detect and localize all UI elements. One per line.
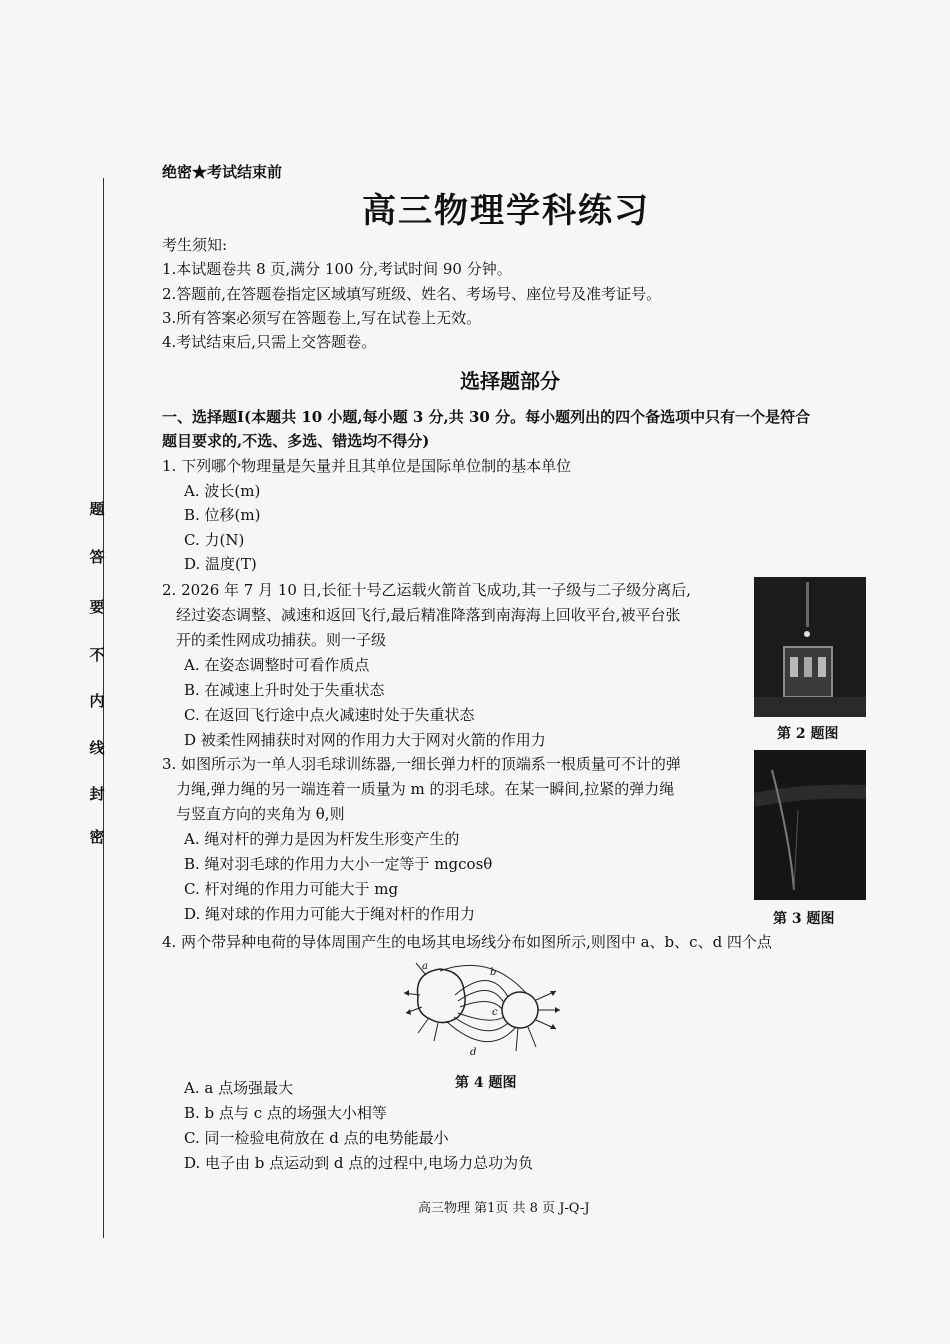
seal-char: 内 [89, 692, 105, 710]
notice-item: 2.答题前,在答题卷指定区域填写班级、姓名、考场号、座位号及准考证号。 [162, 285, 662, 303]
part-instruction: 一、选择题I(本题共 10 小题,每小题 3 分,共 30 分。每小题列出的四个备选项中只有一个是符合 [162, 408, 811, 426]
option: C. 同一检验电荷放在 d 点的电势能最小 [184, 1129, 449, 1147]
field-point-label: c [492, 1007, 498, 1018]
rocket-landing-photo [754, 577, 866, 717]
page-footer: 高三物理 第1页 共 8 页 J-Q-J [418, 1201, 590, 1216]
option: C. 在返回飞行途中点火减速时处于失重状态 [184, 706, 475, 724]
seal-char: 线 [89, 739, 105, 757]
option: A. a 点场强最大 [184, 1079, 294, 1097]
option: C. 力(N) [184, 531, 245, 549]
figure-caption: 第 3 题图 [773, 911, 835, 927]
option: B. b 点与 c 点的场强大小相等 [184, 1104, 387, 1122]
option: A. 波长(m) [184, 482, 261, 500]
option: D. 绳对球的作用力可能大于绳对杆的作用力 [184, 905, 476, 923]
seal-char: 题 [89, 500, 105, 518]
seal-char: 封 [89, 785, 105, 803]
seal-char: 答 [89, 548, 105, 566]
section-title: 选择题部分 [460, 369, 560, 393]
question-stem: 4. 两个带异种电荷的导体周围产生的电场其电场线分布如图所示,则图中 a、b、c、d 四个点 [162, 933, 772, 951]
notice-item: 3.所有答案必须写在答题卷上,写在试卷上无效。 [162, 309, 482, 327]
option: A. 在姿态调整时可看作质点 [184, 656, 370, 674]
option: A. 绳对杆的弹力是因为杆发生形变产生的 [184, 830, 460, 848]
part-instruction: 题目要求的,不选、多选、错选均不得分) [162, 432, 430, 450]
figure-caption: 第 2 题图 [777, 726, 839, 742]
option: B. 在减速上升时处于失重状态 [184, 681, 385, 699]
seal-char: 密 [89, 828, 105, 846]
question-stem: 力绳,弹力绳的另一端连着一质量为 m 的羽毛球。在某一瞬间,拉紧的弹力绳 [176, 780, 675, 798]
field-point-label: b [490, 967, 497, 978]
question-stem: 与竖直方向的夹角为 θ,则 [176, 805, 345, 823]
question-stem: 3. 如图所示为一单人羽毛球训练器,一细长弹力杆的顶端系一根质量可不计的弹 [162, 755, 681, 773]
page-title: 高三物理学科练习 [362, 191, 650, 231]
option: D. 电子由 b 点运动到 d 点的过程中,电场力总功为负 [184, 1154, 534, 1172]
notice-item: 1.本试题卷共 8 页,满分 100 分,考试时间 90 分钟。 [162, 260, 512, 278]
option: D 被柔性网捕获时对网的作用力大于网对火箭的作用力 [184, 731, 546, 749]
option: B. 位移(m) [184, 506, 261, 524]
question-stem: 经过姿态调整、减速和返回飞行,最后精准降落到南海海上回收平台,被平台张 [176, 606, 681, 624]
notice-item: 4.考试结束后,只需上交答题卷。 [162, 333, 377, 351]
question-stem: 1. 下列哪个物理量是矢量并且其单位是国际单位制的基本单位 [162, 457, 572, 475]
notice-heading: 考生须知: [162, 236, 228, 254]
option: D. 温度(T) [184, 555, 257, 573]
badminton-trainer-photo [754, 750, 866, 900]
seal-char: 要 [89, 598, 105, 616]
option: C. 杆对绳的作用力可能大于 mg [184, 880, 399, 898]
electric-field-diagram [400, 955, 570, 1065]
field-point-label: a [422, 961, 428, 972]
question-stem: 2. 2026 年 7 月 10 日,长征十号乙运载火箭首飞成功,其一子级与二子级分离后, [162, 581, 692, 599]
question-stem: 开的柔性网成功捕获。则一子级 [176, 631, 387, 649]
option: B. 绳对羽毛球的作用力大小一定等于 mgcosθ [184, 855, 493, 873]
seal-char: 不 [89, 646, 105, 664]
field-point-label: d [470, 1047, 477, 1058]
secret-label: 绝密★考试结束前 [162, 163, 283, 181]
figure-caption: 第 4 题图 [455, 1075, 517, 1091]
